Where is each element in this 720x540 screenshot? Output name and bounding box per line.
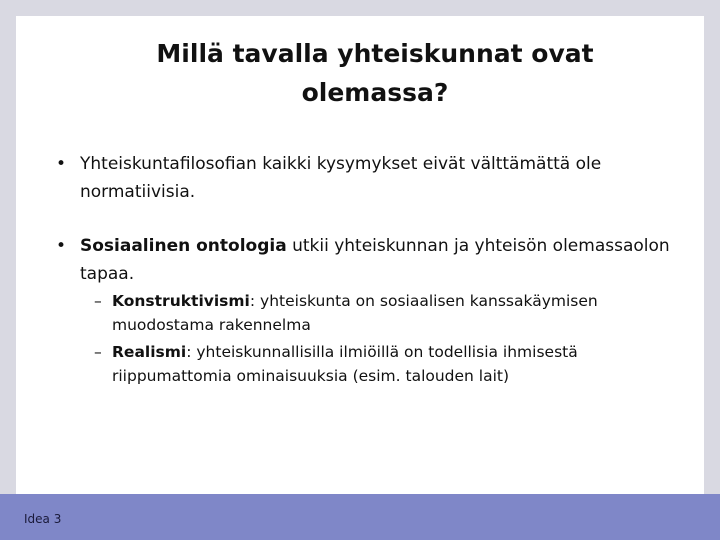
bullet-item-1 bbox=[56, 150, 680, 206]
sub-bullet-text bbox=[112, 340, 684, 388]
sub-bullet-marker: – bbox=[94, 343, 102, 361]
bullet-marker: • bbox=[56, 154, 67, 174]
bullet-text: Yhteiskuntafilosofian kaikki kysymykset eivät välttämättä ole normatiivisia. bbox=[80, 154, 602, 202]
sub-bullet-body: : yhteiskunta on sosiaalisen kanssakäymisen muodostama rakennelma bbox=[112, 292, 598, 334]
bullet-body: utkii yhteiskunnan ja yhteisön olemassaolon tapaa. bbox=[80, 236, 670, 284]
sub-bullet-item-1 bbox=[94, 289, 684, 337]
bullet-item-2 bbox=[56, 232, 680, 288]
bullet-bold-term: Sosiaalinen ontologia bbox=[80, 236, 287, 256]
sub-bullet-body: : yhteiskunnallisilla ilmiöillä on todellisia ihmisestä riippumattomia ominaisuuksia (esim. talouden lait) bbox=[112, 343, 578, 385]
footer-label: Idea 3 bbox=[24, 512, 62, 526]
bullet-marker: • bbox=[56, 236, 67, 256]
slide-title bbox=[110, 34, 640, 112]
title-line-2: olemassa? bbox=[301, 78, 449, 107]
bullet-text bbox=[80, 232, 680, 288]
sub-bullet-bold-term: Konstruktivismi bbox=[112, 292, 250, 310]
footer-bar bbox=[0, 494, 720, 540]
sub-bullet-text bbox=[112, 289, 684, 337]
sub-bullet-item-2 bbox=[94, 340, 684, 388]
sub-bullet-marker: – bbox=[94, 292, 102, 310]
sub-bullet-bold-term: Realismi bbox=[112, 343, 187, 361]
title-line-1: Millä tavalla yhteiskunnat ovat bbox=[156, 39, 594, 68]
